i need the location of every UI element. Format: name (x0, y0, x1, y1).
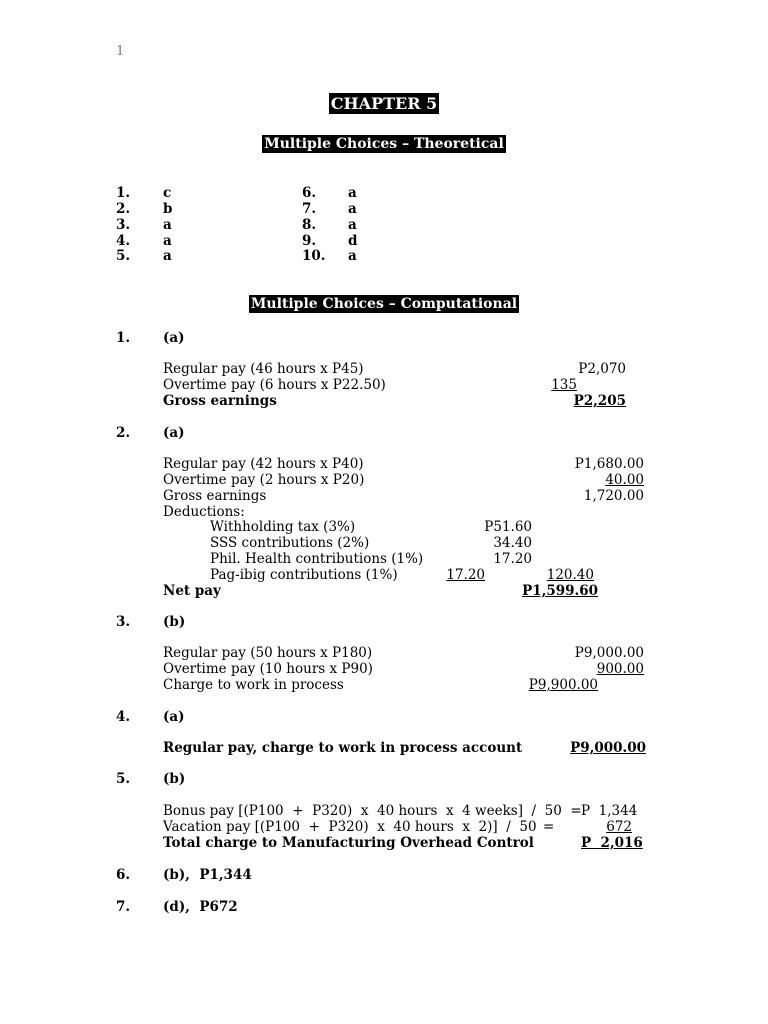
answer-number: 5. (116, 248, 131, 264)
overtime-pay-amount: 40.00 (605, 472, 644, 488)
vacation-pay-amount: 672 (606, 819, 632, 835)
answer-letter: b (163, 201, 173, 217)
answer-number: 10. (302, 248, 326, 264)
gross-earnings-amount: P2,205 (573, 393, 626, 409)
theoretical-heading: Multiple Choices – Theoretical (264, 136, 504, 152)
problem-number: 7. (116, 899, 131, 915)
problem-answer: (b), P1,344 (163, 867, 252, 883)
problem-number: 1. (116, 330, 131, 346)
total-charge-label: Total charge to Manufacturing Overhead Control (163, 835, 534, 851)
net-pay-amount: P1,599.60 (522, 583, 598, 599)
page-number: 1 (116, 44, 125, 59)
pag-ibig-label: Pag-ibig contributions (1%) (210, 567, 398, 583)
regular-pay-label: Regular pay (50 hours x P180) (163, 645, 373, 661)
bonus-pay-amount: P 1,344 (581, 803, 638, 819)
answer-number: 4. (116, 233, 131, 249)
overtime-pay-label: Overtime pay (2 hours x P20) (163, 472, 365, 488)
net-pay-label: Net pay (163, 583, 221, 599)
gross-earnings-amount: 1,720.00 (583, 488, 644, 504)
problem-answer: (b) (163, 771, 186, 787)
regular-pay-charge-amount: P9,000.00 (570, 740, 646, 756)
answer-number: 3. (116, 217, 131, 233)
deductions-total: 120.40 (546, 567, 594, 583)
answer-letter: a (348, 248, 357, 264)
answer-number: 8. (302, 217, 317, 233)
answer-number: 1. (116, 185, 131, 201)
problem-number: 6. (116, 867, 131, 883)
regular-pay-label: Regular pay (42 hours x P40) (163, 456, 364, 472)
gross-earnings-label: Gross earnings (163, 488, 267, 504)
chapter-title: CHAPTER 5 (330, 94, 438, 113)
overtime-pay-label: Overtime pay (6 hours x P22.50) (163, 377, 386, 393)
answer-number: 9. (302, 233, 317, 249)
regular-pay-amount: P2,070 (578, 361, 626, 377)
vacation-pay-equals: = (543, 819, 555, 835)
regular-pay-label: Regular pay (46 hours x P45) (163, 361, 364, 377)
answer-letter: a (163, 233, 172, 249)
withholding-tax-label: Withholding tax (3%) (210, 519, 356, 535)
withholding-tax-amount: P51.60 (484, 519, 532, 535)
answer-number: 6. (302, 185, 317, 201)
regular-pay-charge-label: Regular pay, charge to work in process account (163, 740, 523, 756)
regular-pay-amount: P1,680.00 (574, 456, 644, 472)
answer-letter: c (163, 185, 172, 201)
answer-letter: a (348, 201, 357, 217)
charge-to-wip-amount: P9,900.00 (528, 677, 598, 693)
problem-number: 5. (116, 771, 131, 787)
problem-number: 3. (116, 614, 131, 630)
answer-letter: a (163, 217, 172, 233)
charge-to-wip-label: Charge to work in process (163, 677, 344, 693)
sss-contributions-label: SSS contributions (2%) (210, 535, 370, 551)
phil-health-label: Phil. Health contributions (1%) (210, 551, 424, 567)
sss-contributions-amount: 34.40 (493, 535, 532, 551)
answer-letter: a (348, 185, 357, 201)
phil-health-amount: 17.20 (493, 551, 532, 567)
total-charge-amount: P 2,016 (581, 835, 643, 851)
gross-earnings-label: Gross earnings (163, 393, 277, 409)
pag-ibig-amount: 17.20 (446, 567, 485, 583)
problem-answer: (a) (163, 330, 185, 346)
vacation-pay-label: Vacation pay [(P100 + P320) x 40 hours x 2)] / 50 (163, 819, 537, 835)
problem-answer: (a) (163, 425, 185, 441)
problem-answer: (a) (163, 709, 185, 725)
problem-answer: (b) (163, 614, 186, 630)
overtime-pay-amount: 900.00 (596, 661, 644, 677)
computational-heading: Multiple Choices – Computational (250, 296, 518, 312)
problem-number: 4. (116, 709, 131, 725)
answer-letter: a (348, 217, 357, 233)
overtime-pay-label: Overtime pay (10 hours x P90) (163, 661, 373, 677)
answer-number: 7. (302, 201, 317, 217)
problem-number: 2. (116, 425, 131, 441)
problem-answer: (d), P672 (163, 899, 238, 915)
regular-pay-amount: P9,000.00 (574, 645, 644, 661)
answer-letter: d (348, 233, 358, 249)
deductions-label: Deductions: (163, 504, 245, 520)
overtime-pay-amount: 135 (551, 377, 577, 393)
answer-number: 2. (116, 201, 131, 217)
answer-letter: a (163, 248, 172, 264)
bonus-pay-label: Bonus pay [(P100 + P320) x 40 hours x 4 weeks] / 50 = (163, 803, 582, 819)
